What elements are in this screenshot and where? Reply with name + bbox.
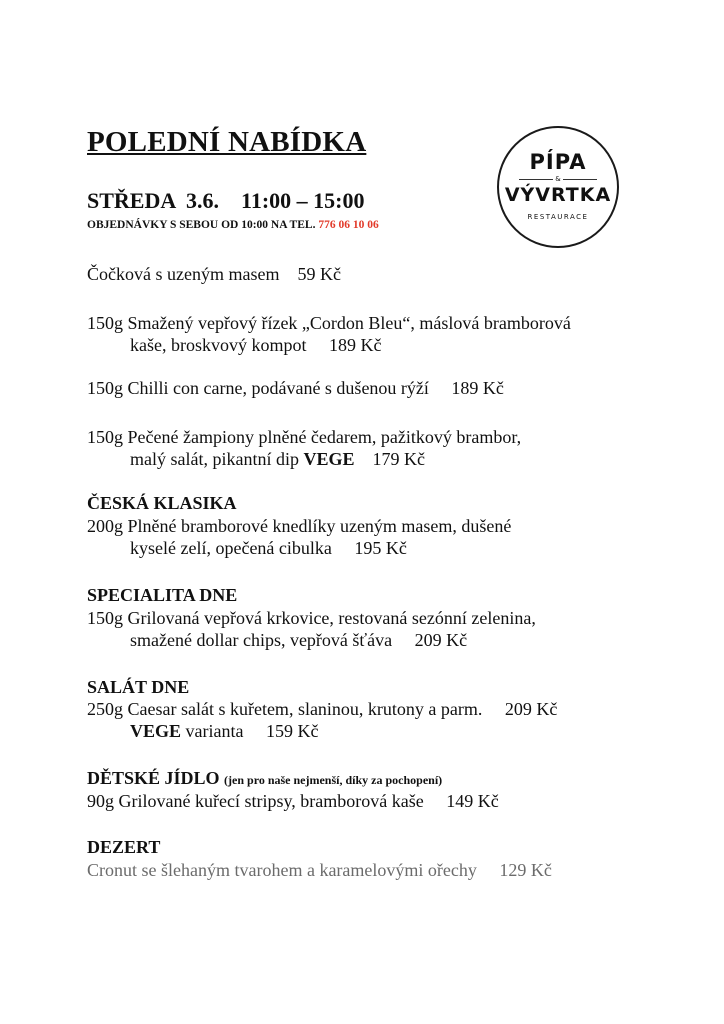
section-heading-classic: ČESKÁ KLASIKA	[87, 493, 237, 513]
kids-item: 90g Grilované kuřecí stripsy, bramborová kaše 149 Kč	[87, 791, 499, 811]
special-item-line-1: 150g Grilovaná vepřová krkovice, restovaná sezónní zelenina,	[87, 608, 536, 628]
logo-line-3: RESTAURACE	[527, 213, 589, 221]
section-heading-special: SPECIALITA DNE	[87, 585, 238, 605]
menu-item-3-line-1: 150g Pečené žampiony plněné čedarem, pažitkový brambor,	[87, 427, 522, 447]
menu-title: POLEDNÍ NABÍDKA	[87, 126, 367, 158]
special-item-line-2: smažené dollar chips, vepřová šťáva 209 Kč	[130, 630, 468, 650]
kids-note: (jen pro naše nejmenší, díky za pochopení)	[224, 773, 443, 787]
logo-line-2: VÝVRTKA	[504, 184, 612, 206]
dessert-item: Cronut se šlehaným tvarohem a karamelovými ořechy 129 Kč	[87, 860, 552, 880]
salad-item-line-2: VEGE varianta 159 Kč	[130, 721, 319, 741]
vege-label: VEGE	[303, 449, 355, 469]
menu-item-1-line-2: kaše, broskvový kompot 189 Kč	[130, 335, 382, 355]
day-and-hours: STŘEDA 3.6. 11:00 – 15:00	[87, 188, 365, 213]
menu-item-1-line-1: 150g Smažený vepřový řízek „Cordon Bleu“, máslová bramborová	[87, 313, 571, 333]
menu-item-3-line-2: malý salát, pikantní dip VEGE 179 Kč	[130, 449, 425, 469]
soup-item: Čočková s uzeným masem 59 Kč	[87, 264, 341, 284]
section-heading-kids: DĚTSKÉ JÍDLO (jen pro naše nejmenší, díky za pochopení)	[87, 768, 443, 788]
logo-ampersand: &	[555, 175, 561, 183]
classic-item-line-1: 200g Plněné bramborové knedlíky uzeným masem, dušené	[87, 516, 512, 536]
salad-item-line-1: 250g Caesar salát s kuřetem, slaninou, krutony a parm. 209 Kč	[87, 699, 558, 719]
classic-item-line-2: kyselé zelí, opečená cibulka 195 Kč	[130, 538, 407, 558]
takeaway-order-info: OBJEDNÁVKY S SEBOU OD 10:00 NA TEL. 776 06 10 06	[87, 219, 379, 231]
section-heading-dessert: DEZERT	[87, 837, 161, 857]
restaurant-logo	[497, 126, 619, 248]
menu-item-2: 150g Chilli con carne, podávané s dušenou rýží 189 Kč	[87, 378, 504, 398]
vege-label: VEGE	[130, 721, 182, 741]
order-phone[interactable]: 776 06 10 06	[318, 219, 379, 231]
section-heading-salad: SALÁT DNE	[87, 677, 190, 697]
logo-line-1: PÍPA	[529, 150, 587, 174]
